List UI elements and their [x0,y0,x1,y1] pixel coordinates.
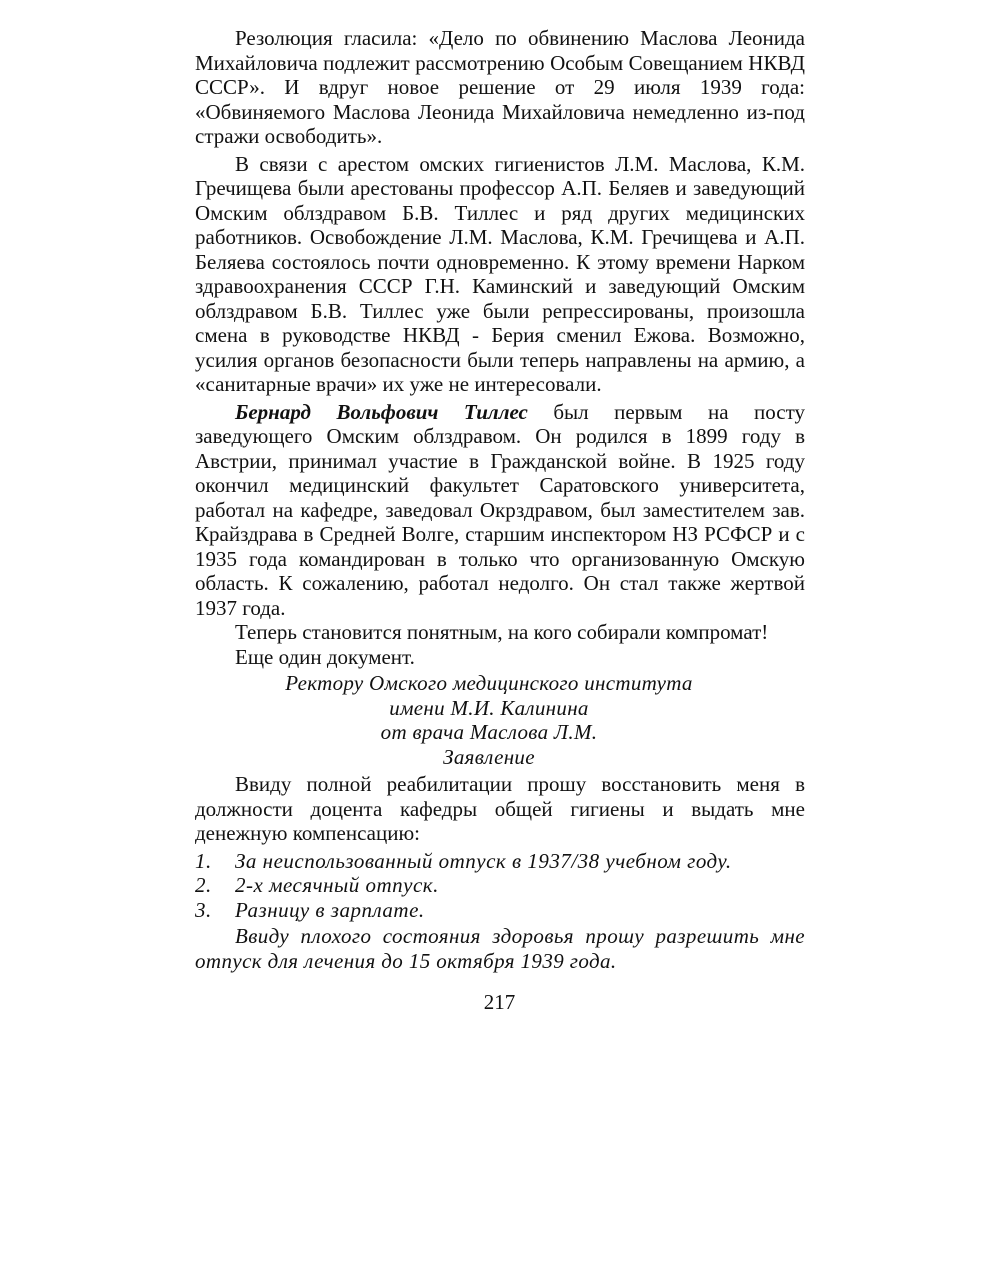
person-name-tilles: Бернард Вольфович Тиллес [235,399,528,424]
page-body [195,26,805,973]
paragraph-another-document: Еще один документ. [235,644,415,669]
list-item-text: За неиспользованный отпуск в 1937/38 учебном году. [235,848,732,873]
letter-addressee: Ректору Омского медицинского института [285,671,693,695]
compensation-list [195,849,805,923]
list-item-text: Разницу в зарплате. [235,897,425,922]
paragraph-arrests: В связи с арестом омских гигиенистов Л.М. Маслова, К.М. Гречищева были арестованы профессор А.П. Беляев и заведующий Омским облздравом Б.В. Тиллес и ряд других медицинских работников. Освобождение Л.М. Маслова, К.М. Гречищева и А.П. Беляева состоялось почти одновременно. К этому времени Нарком здравоохранения СССР Г.Н. Каминский и заведующий Омским облздравом Б.В. Тиллес уже были репрессированы, произошла смена в руководстве НКВД - Берия сменил Ежова. Возможно, усилия органов безопасности были теперь направлены на армию, а «санитарные врачи» их уже не интересовали. [195,151,805,396]
letter-title: Заявление [443,744,535,769]
paragraph-tilles-text: был первым на посту заведующего Омским облздравом. Он родился в 1899 году в Австрии, принимал участие в Гражданской войне. В 1925 году окончил медицинский факультет Саратовского университета, работал на кафедре, заведовал Окрздравом, был заместителем зав. Крайздрава в Средней Волге, старшим инспектором НЗ РСФСР и с 1935 года командирован в только что организованную Омскую область. К сожалению, работал недолго. Он стал также жертвой 1937 года. [195,399,805,620]
letter-institute-name: имени М.И. Калинина [389,695,589,720]
paragraph-resolution: Резолюция гласила: «Дело по обвинению Маслова Леонида Михайловича подлежит рассмотрению Особым Совещанием НКВД СССР». И вдруг новое решение от 29 июля 1939 года: «Обвиняемого Маслова Леонида Михайловича немедленно из-под стражи освободить». [195,26,805,148]
list-item-number: 3. [195,897,212,922]
paragraph-tilles-biography [195,400,805,621]
paragraph-request: Ввиду полной реабилитации прошу восстановить меня в должности доцента кафедры общей гигиены и выдать мне денежную компенсацию: [195,772,805,845]
list-item-number: 2. [195,873,212,897]
paragraph-compromat: Теперь становится понятным, на кого собирали компромат! [235,620,769,644]
list-item-number: 1. [195,848,212,873]
list-item [195,898,805,923]
paragraph-vacation-request: Ввиду плохого состояния здоровья прошу разрешить мне отпуск для лечения до 15 октября 1939 года. [195,924,805,973]
page-number: 217 [483,990,516,1014]
list-item-text: 2-х месячный отпуск. [235,873,439,897]
letter-header [195,671,805,769]
letter-sender: от врача Маслова Л.М. [380,720,598,744]
list-item [195,873,805,898]
list-item [195,849,805,874]
